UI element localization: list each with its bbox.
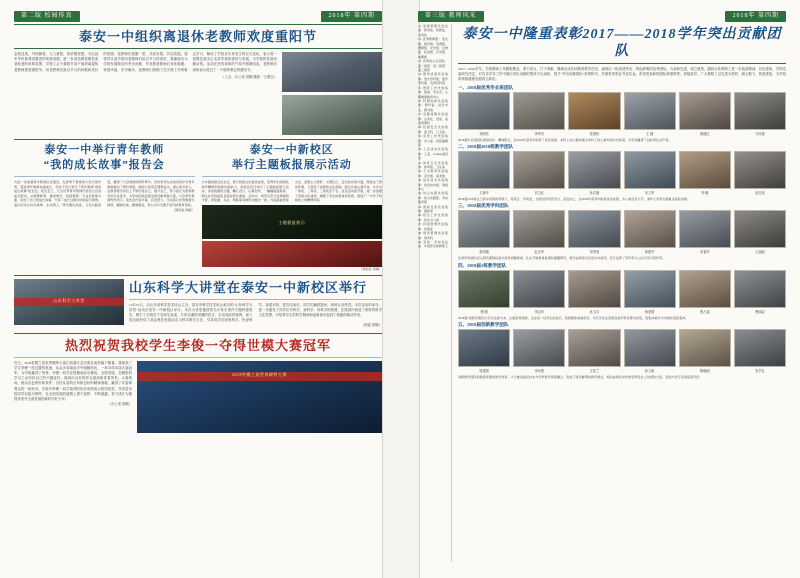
side-column-item: 17. 后勤保障先进集体：总务处、食堂、宿舍管理科 bbox=[418, 112, 449, 125]
side-column-item: 19. 宣传工作先进集体：办公室、校报编辑部 bbox=[418, 134, 449, 147]
article-chongyang-headline: 泰安一中组织离退休老教师欢度重阳节 bbox=[78, 29, 317, 44]
honor-group-3-note: 优秀学科团队深入研究课程标准与高考命题规律，扎实开展集体备课和课题研究，教学成绩连年位居全市前列，充分发挥了学科带头人的示范引领作用。 bbox=[458, 256, 666, 261]
side-column-item: 28. 财务管理先进集体：财务科 bbox=[418, 231, 448, 240]
portrait-photo bbox=[734, 151, 786, 189]
side-column-item: 29. 其他：学校各处室、年级部全体教职工 bbox=[418, 239, 449, 249]
side-column-item: 11. 常规管理先进处室：教务处、政教处、总务处 bbox=[418, 24, 449, 37]
page-gutter bbox=[382, 0, 420, 578]
portrait-name: 孙立新 bbox=[644, 368, 655, 373]
article-model-sign: （办公室 供稿） bbox=[107, 402, 132, 407]
photo-science-lecture bbox=[14, 279, 124, 325]
article-youth-teacher bbox=[14, 143, 195, 272]
portrait-cell bbox=[734, 329, 786, 373]
portrait-photo bbox=[568, 329, 620, 367]
honor-group-1-note: 2018届毕业班团队团结协作、精诚配合，在2018年高考中取得了优异成绩，本科上线人数和重点本科上线人数均创历史新高，为学校赢得了良好的社会声誉。 bbox=[458, 137, 672, 142]
photo-science-banner-text: 山东科学大讲堂 bbox=[53, 298, 85, 304]
portrait-photo bbox=[458, 92, 510, 130]
right-section-tag: 第三版 教师风采 bbox=[418, 11, 484, 22]
portrait-photo bbox=[624, 270, 676, 308]
portrait-name: 宋学礼 bbox=[755, 368, 765, 373]
portrait-photo bbox=[458, 210, 510, 248]
portrait-name: 王新华 bbox=[479, 190, 489, 195]
portrait-cell bbox=[568, 210, 620, 254]
portrait-photo bbox=[734, 210, 786, 248]
honor-group-4-note: 2018届1班教学团队以学生发展为本，注重因材施教，关注每一位学生的成长，班级整体成绩优异，多名学生在各级各类学科竞赛中获奖，班集体被评为市级先进班集体。 bbox=[458, 315, 689, 320]
portrait-name: 马付强 bbox=[755, 131, 765, 136]
honor-group-4-portraits bbox=[458, 270, 786, 314]
portrait-cell bbox=[679, 210, 731, 254]
portrait-photo bbox=[568, 151, 620, 189]
side-column-item: 27. 档案管理先进集体：档案室 bbox=[418, 222, 448, 231]
photo-model-banner-text: 2018世模之星世界模特大赛 bbox=[232, 372, 287, 378]
portrait-photo bbox=[734, 270, 786, 308]
portrait-name: 刘明亮 bbox=[479, 131, 489, 136]
article-science-lecture bbox=[14, 279, 382, 329]
left-running-head bbox=[14, 10, 382, 22]
portrait-photo bbox=[679, 270, 731, 308]
portrait-cell bbox=[458, 270, 510, 314]
portrait-photo bbox=[458, 151, 510, 189]
honor-group-3-portraits bbox=[458, 210, 786, 254]
article-model-headline: 热烈祝贺我校学生李俊一夺得世模大赛冠军 bbox=[64, 337, 331, 353]
portrait-photo bbox=[679, 210, 731, 248]
article-blackboard bbox=[202, 143, 383, 272]
portrait-cell bbox=[513, 151, 565, 195]
article-chongyang bbox=[14, 24, 382, 135]
portrait-cell bbox=[624, 210, 676, 254]
side-column-item: 20. 工会活动先进集体：工会、women委员会 bbox=[418, 147, 448, 161]
portrait-cell bbox=[458, 210, 510, 254]
portrait-name: 赵玉军 bbox=[534, 250, 545, 255]
portrait-name: 陈晓丽 bbox=[699, 368, 710, 373]
portrait-name: 宋春玲 bbox=[699, 250, 710, 255]
photo-blackboard-banner-text: 主题板报展示 bbox=[278, 219, 306, 225]
honor-group-4-title: 四、2018届1班教学团队 bbox=[458, 262, 507, 268]
portrait-photo bbox=[679, 151, 731, 189]
portrait-photo bbox=[513, 270, 565, 308]
portrait-name: 张占福 bbox=[699, 309, 710, 314]
honor-group-5-title: 五、2018届创新教学团队 bbox=[458, 321, 509, 327]
photo-chongyang-campus bbox=[282, 95, 382, 135]
portrait-cell bbox=[568, 151, 620, 195]
article-chongyang-sign: （工会、办公室 供稿 摄影：王德宝） bbox=[221, 74, 277, 79]
portrait-photo bbox=[513, 151, 565, 189]
portrait-name: 孙玉芬 bbox=[589, 309, 600, 314]
honor-group-5-portraits bbox=[458, 329, 786, 373]
portrait-name: 杨爱国 bbox=[644, 309, 655, 314]
honor-group-2-title: 二、2018届2018班教学团队 bbox=[458, 143, 514, 149]
portrait-name: 程 刚 bbox=[480, 309, 488, 314]
honor-group-3-title: 三、2018届优秀学科团队 bbox=[458, 203, 509, 209]
portrait-photo bbox=[458, 329, 510, 367]
article-science-body: 10月10日，由山东省科学技术协会主办、泰安市科学技术协会承办的“山东科学大讲堂”活动在泰安一中新校区举行。本次大讲堂邀请知名专家学者作专题科普报告，吸引了全校近千名师生参加。专家以通俗易懂的语言、生动翔实的案例，深入浅出地介绍了前沿科技发展动态与科学研究方法，引导同学们崇尚科学、热爱科学、探索未知。报告结束后，同学们踊跃提问，现场互动热烈。本次活动的举办，进一步激发了同学们学科学、爱科学、用科学的热情，在校园内营造了浓厚的科学文化氛围，对培养学生的科学精神和创新意识起到了积极的推动作用。 bbox=[129, 302, 382, 323]
portrait-name: 刘秀英 bbox=[589, 250, 600, 255]
honor-group-1-title: 一、2018届优秀毕业班团队 bbox=[458, 84, 514, 90]
portrait-cell bbox=[624, 151, 676, 195]
portrait-photo bbox=[513, 210, 565, 248]
portrait-cell bbox=[458, 151, 510, 195]
portrait-photo bbox=[568, 210, 620, 248]
portrait-photo bbox=[568, 92, 620, 130]
portrait-cell bbox=[458, 92, 510, 136]
portrait-name: 郭建华 bbox=[644, 250, 655, 255]
article-chongyang-body: 金秋送爽，丹桂飘香。九九重阳，浓浓敬老情。为弘扬中华民族尊老敬老的传统美德，进一步营造尊老敬老爱老助老的浓厚氛围，学校工会于重阳节前夕组织离退休老教师欢度重阳节，向老教师们致以节日的问候和美好的祝愿。老教师们欢聚一堂，共叙友情，共话发展。校领导代表学校向老教师们致以节日的祝贺，感谢他们为学校发展做出的突出贡献，并祝愿老教师们身体健康、家庭幸福、安享晚年。老教师们回顾了在学校工作的难忘岁月，畅谈了学校近年来发生的巨大变化，表示将一如既往地关心支持学校的建设与发展，为学校的发展贡献余热。活动在热烈祥和的气氛中圆满结束，老教师们纷纷表示度过了一个愉快难忘的重阳节。 bbox=[14, 52, 277, 72]
honor-group-5 bbox=[458, 322, 786, 379]
honor-group-2-portraits bbox=[458, 151, 786, 195]
honor-group-4 bbox=[458, 263, 786, 320]
portrait-cell bbox=[568, 329, 620, 373]
portrait-photo bbox=[513, 329, 565, 367]
side-column-item: 26. 招生工作先进集体：招生办公室 bbox=[418, 213, 448, 222]
right-page bbox=[418, 10, 786, 568]
portrait-cell bbox=[679, 270, 731, 314]
portrait-cell bbox=[624, 270, 676, 314]
portrait-cell bbox=[513, 329, 565, 373]
portrait-name: 张国伟 bbox=[589, 131, 600, 136]
portrait-name: 陈德红 bbox=[699, 131, 710, 136]
portrait-name: 李秀芳 bbox=[534, 131, 545, 136]
portrait-name: 张明德 bbox=[479, 250, 489, 255]
side-column-item: 13. 优秀班主任团队：高一级部、高二级部、高三级部 bbox=[418, 59, 449, 73]
side-column-item: 21. 体育卫生先进集体：体育组、卫生室 bbox=[418, 160, 448, 169]
portrait-cell bbox=[513, 210, 565, 254]
article-youth-sign: （教科室 供稿） bbox=[172, 207, 195, 212]
honor-group-2 bbox=[458, 144, 786, 201]
portrait-name: 孙志刚 bbox=[589, 190, 600, 195]
portrait-cell bbox=[568, 92, 620, 136]
portrait-photo bbox=[679, 329, 731, 367]
portrait-photo bbox=[624, 92, 676, 130]
portrait-photo bbox=[458, 270, 510, 308]
portrait-cell bbox=[513, 270, 565, 314]
article-youth-headline-2: “我的成长故事”报告会 bbox=[43, 159, 165, 171]
portrait-photo bbox=[734, 329, 786, 367]
portrait-photo bbox=[568, 270, 620, 308]
right-running-head bbox=[418, 10, 786, 22]
portrait-name: 王桂兰 bbox=[589, 368, 600, 373]
portrait-cell bbox=[679, 151, 731, 195]
portrait-name: 赵光英 bbox=[755, 190, 765, 195]
left-issue-tag: 2018年 第四期 bbox=[321, 11, 382, 22]
portrait-name: 王丽丽 bbox=[755, 250, 765, 255]
portrait-cell bbox=[679, 92, 731, 136]
left-section-tag: 第二版 校园传真 bbox=[14, 11, 80, 22]
right-issue-tag: 2018年 第四期 bbox=[725, 11, 786, 22]
portrait-photo bbox=[624, 329, 676, 367]
portrait-cell bbox=[734, 92, 786, 136]
photo-chongyang-group bbox=[282, 52, 382, 92]
article-blackboard-sign: （新校区 供稿） bbox=[359, 266, 382, 271]
portrait-photo bbox=[624, 151, 676, 189]
honor-group-3 bbox=[458, 203, 786, 260]
portrait-cell bbox=[734, 151, 786, 195]
honor-group-5-note: 创新教学团队积极探索课堂教学改革，大力推进信息技术与学科教学深度融合，形成了特色鲜明的教学模式，相关成果在省市教学研讨会上作经验交流，受到与会专家的高度评价。 bbox=[458, 374, 703, 379]
portrait-photo bbox=[734, 92, 786, 130]
portrait-photo bbox=[679, 92, 731, 130]
article-blackboard-headline-2: 举行主题板报展示活动 bbox=[231, 159, 352, 171]
portrait-name: 王 静 bbox=[646, 131, 654, 136]
portrait-name: 李永胜 bbox=[534, 368, 545, 373]
side-column-item: 12. 优秀教研组：语文组、数学组、英语组、物理组、化学组、生物组、政治组、历史组、地理组 bbox=[418, 37, 449, 59]
article-science-headline: 山东科学大讲堂在泰安一中新校区举行 bbox=[129, 279, 368, 295]
portrait-name: 吕卫红 bbox=[534, 190, 545, 195]
honor-group-1-portraits bbox=[458, 92, 786, 136]
portrait-name: 周建国 bbox=[479, 368, 489, 373]
portrait-cell bbox=[679, 329, 731, 373]
portrait-cell bbox=[513, 92, 565, 136]
article-blackboard-body: 为丰富校园文化生活，展示班级文化建设成果，培养学生的团队协作精神和创新实践能力，新校区近日举行了主题板报展示活动。各班级围绕主题，精心设计、认真创作，一幅幅版面新颖、图文并茂的板报呈现在师生面前。活动中，同学们充分发挥聪明才智，将绘画、书法、剪贴等多种形式融为一体，内容涵盖传统文化、爱国主义教育、文明礼仪、安全知识等方面，既美化了教室环境，又营造了浓厚的文化氛围。经过评委认真评选，共评出一等奖、二等奖、三等奖若干名。此次活动的开展，进一步加强了班级文化建设，增强了学生的集体荣誉感，展现了一中学子积极向上的精神风貌。 bbox=[201, 180, 382, 203]
honor-lead: 2017—2018学年，学校教师工作勤勉敬业，勇于担当，甘于奉献，圆满完成各项教育教学任务，涌现出一批成绩突出、特色鲜明的优秀团队。为表彰先进、树立典型、激励全体教职工进一步振奋精神、开拓进取，学校党委研究决定，对在本学年工作中做出突出贡献的集体予以表彰，授予“突出贡献团队”荣誉称号，并颁发荣誉证书及奖金。希望受表彰的团队珍惜荣誉、再接再厉，广大教职工以先进为榜样，凝心聚力、锐意进取，为学校的持续健康发展再立新功。 bbox=[458, 67, 786, 82]
article-model-body: 近日，2018世模之星世界模特大赛江西赛区总决赛在南昌落下帷幕。我校高三学生李俊一经过激烈角逐，从众多参赛选手中脱颖而出，一举夺得本届大赛冠军，为学校赢得了荣誉。李俊一同学在校期间品学兼优，全面发展，在紧张的学习之余坚持自己的兴趣爱好，展现出良好的综合素质和青春风采。大赛现场，她以出色的形体条件、自信从容的台风和良好的精神面貌，赢得了评委和观众的一致好评。学校对李俊一同学取得的优异成绩表示热烈祝贺，并希望全校同学以她为榜样，在全面发展的道路上勇于追梦、不断超越，努力成长为德智体美劳全面发展的新时代好少年。 bbox=[14, 360, 132, 401]
honor-group-2-note: 2018届2018班在王新华老师的带领下，班风正、学风浓，全班同学刻苦努力、奋发向上，在2018年高考中取得优异成绩，多人被北京大学、清华大学等全国重点高校录取。 bbox=[458, 196, 691, 201]
side-column-item: 24. 综合实践先进集体：综合实践组、劳动教育组 bbox=[418, 191, 449, 205]
portrait-cell bbox=[734, 210, 786, 254]
photo-model-contest bbox=[137, 361, 382, 433]
article-youth-headline-1: 泰安一中举行青年教师 bbox=[44, 144, 165, 156]
side-column-item: 22. 艺术教育先进集体：音乐组、美术组 bbox=[418, 169, 448, 178]
article-model-contest bbox=[14, 337, 382, 433]
honor-group-1 bbox=[458, 85, 786, 142]
portrait-cell bbox=[734, 270, 786, 314]
photo-blackboard-stage bbox=[202, 241, 383, 267]
portrait-photo bbox=[624, 210, 676, 248]
portrait-name: 曹丽双 bbox=[755, 309, 765, 314]
portrait-name: 李志华 bbox=[534, 309, 545, 314]
article-blackboard-headline-1: 泰安一中新校区 bbox=[249, 144, 334, 156]
honor-headline: 泰安一中隆重表彰2017——2018学年突出贡献团队 bbox=[462, 27, 782, 59]
photo-blackboard-display bbox=[202, 205, 383, 239]
left-page bbox=[14, 10, 382, 568]
side-column-item: 25. 国际交流先进集体：国际部 bbox=[418, 204, 448, 214]
side-column-item: 16. 科研创新先进集体：教科室、信息中心、图书馆 bbox=[418, 98, 448, 112]
article-science-sign: （团委 供稿） bbox=[360, 323, 382, 328]
portrait-name: 朱立军 bbox=[644, 190, 655, 195]
side-column-item: 15. 德育工作先进集体：团委、学生会、心理健康教育中心 bbox=[418, 85, 449, 99]
side-column-item: 18. 校园安全先进集体：保卫科、门卫室 bbox=[418, 125, 448, 134]
side-column-continued-list bbox=[418, 24, 452, 562]
portrait-name: 李 娜 bbox=[701, 190, 709, 195]
portrait-cell bbox=[624, 92, 676, 136]
side-column-item: 23. 信息技术先进集体：信息技术组、网络中心 bbox=[418, 178, 449, 192]
article-chongyang-title-band bbox=[14, 24, 382, 49]
article-youth-body: 为进一步加强青年教师队伍建设，发挥骨干教师的示范引领作用，促进青年教师快速成长，学校于近日举行了青年教师“我的成长故事”报告会。报告会上，几位优秀青年教师代表结合自身成长经历，从师德修养、课堂教学、班级管理、专业发展等方面，讲述了自己的成长故事，分享了成长过程中的收获与感悟。他们的发言朴实真挚、生动感人，既有理论高度，又有实践深度，赢得了与会教师的阵阵掌声。学校领导在总结讲话中对青年教师提出了殷切希望，勉励大家坚定理想信念，潜心教书育人，在教育教学岗位上不断历练自己、提升自己，努力成长为教育教学的行家里手，为学校的高质量发展贡献青春力量。与会青年教师纷纷表示，报告会内容丰富、启发很大，今后将以优秀教师为榜样，脚踏实地，勤勉敬业，努力书写无愧于时代的教育答卷。 bbox=[14, 180, 195, 207]
portrait-cell bbox=[624, 329, 676, 373]
portrait-cell bbox=[568, 270, 620, 314]
portrait-cell bbox=[458, 329, 510, 373]
side-column-item: 14. 教学质量先进集体：语文学科组、数学学科组、英语学科组 bbox=[418, 72, 449, 86]
portrait-photo bbox=[513, 92, 565, 130]
